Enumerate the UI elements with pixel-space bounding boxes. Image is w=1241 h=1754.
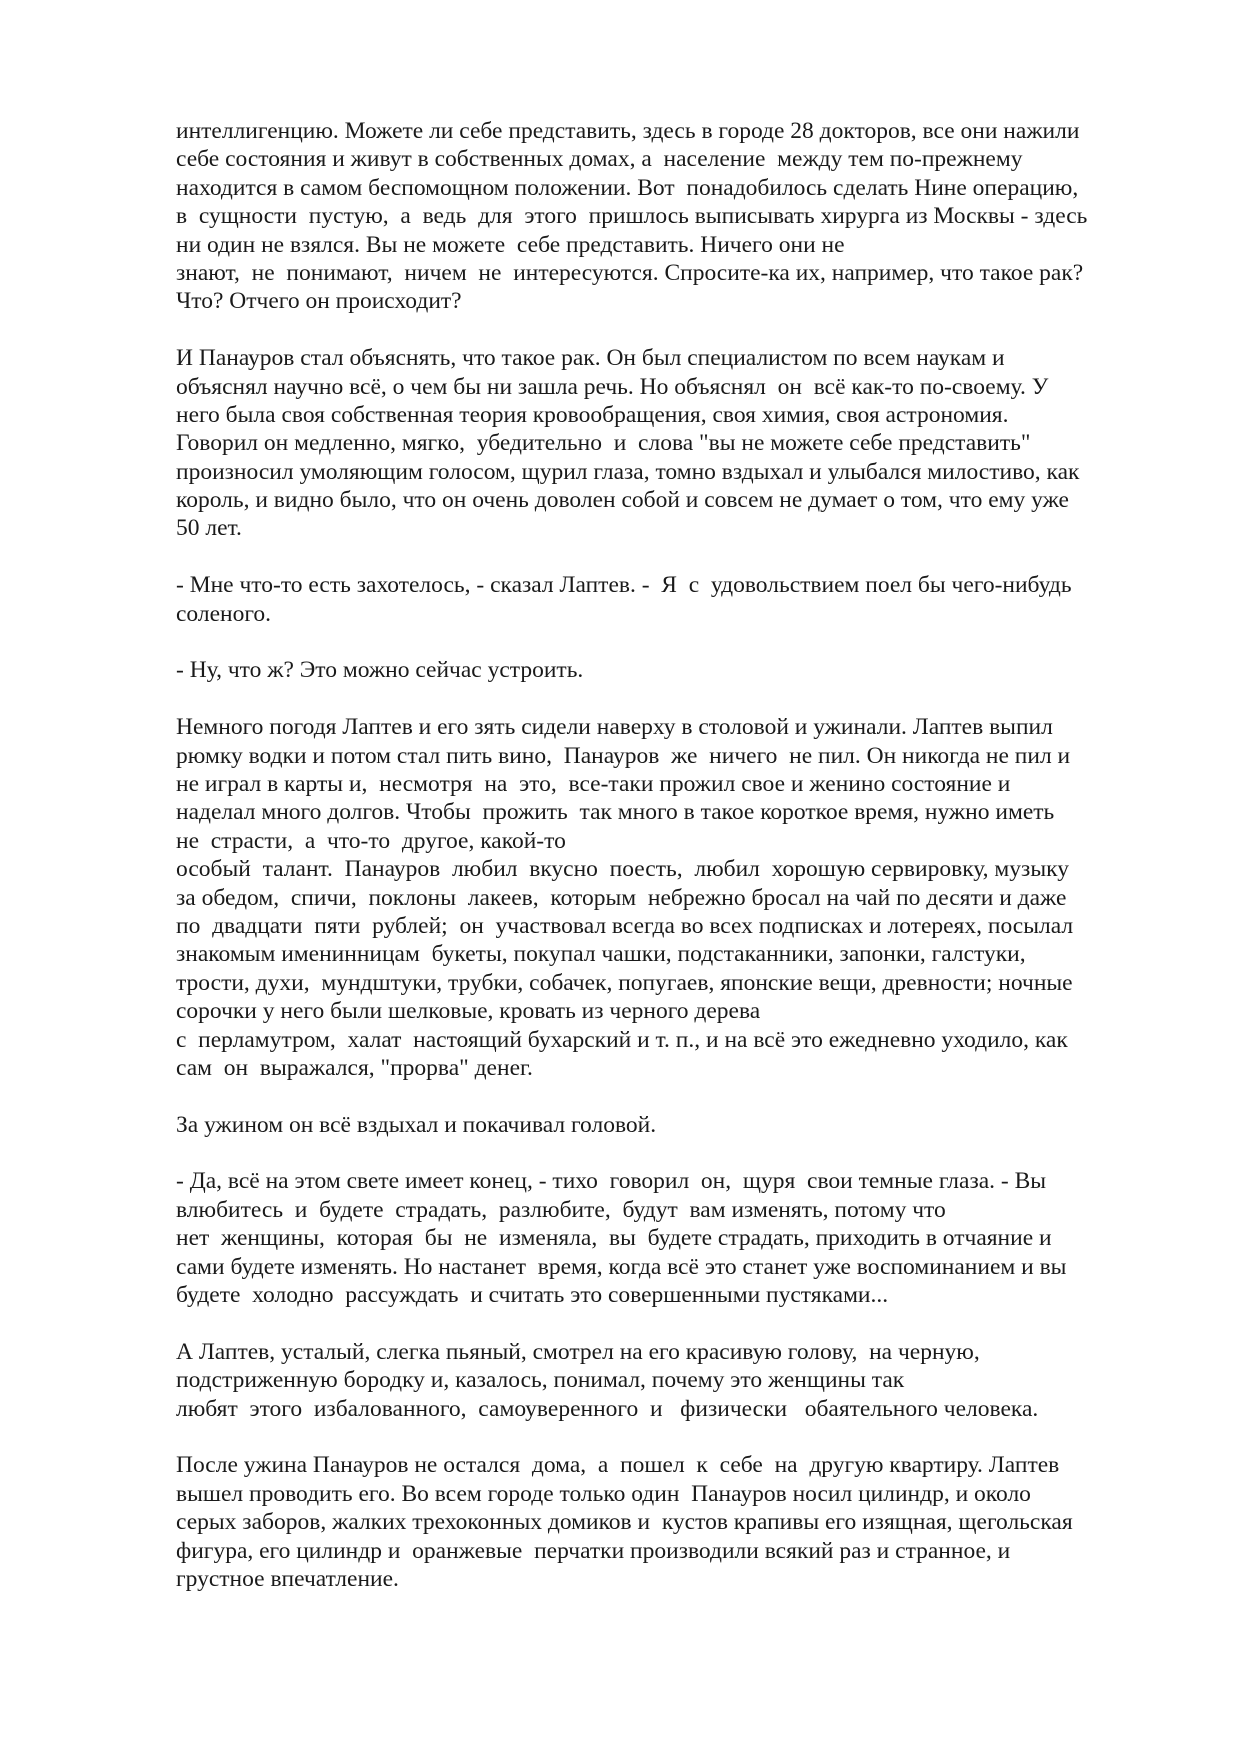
text-line: фигура, его цилиндр и оранжевые перчатки производили всякий раз и странное, и <box>176 1537 1011 1564</box>
text-line: соленого. <box>176 600 272 627</box>
text-line: Говорил он медленно, мягко, убедительно и слова "вы не можете себе представить" <box>176 430 1031 457</box>
paragraph <box>176 656 1176 684</box>
paragraph <box>176 713 1176 1082</box>
text-line: грустное впечатление. <box>176 1565 399 1592</box>
text-line: за обедом, спичи, поклоны лакеев, которым небрежно бросал на чай по десяти и даже <box>176 884 1067 911</box>
document-body <box>176 117 1176 1622</box>
text-line: интеллигенцию. Можете ли себе представить, здесь в городе 28 докторов, все они нажили <box>176 118 1080 144</box>
text-line: - Да, всё на этом свете имеет конец, - тихо говорил он, щуря свои темные глаза. - Вы <box>176 1168 1047 1195</box>
text-line: находится в самом беспомощном положении. Вот понадобилось сделать Нине операцию, <box>176 174 1079 201</box>
text-line: серых заборов, жалких трехоконных домиков и кустов крапивы его изящная, щегольская <box>176 1509 1073 1536</box>
text-line: сами будете изменять. Но настанет время, когда всё это станет уже воспоминанием и вы <box>176 1253 1067 1280</box>
text-line: трости, духи, мундштуки, трубки, собачек, попугаев, японские вещи, древности; ночные <box>176 969 1073 996</box>
paragraph <box>176 1111 1176 1139</box>
text-line: вышел проводить его. Во всем городе только один Панауров носил цилиндр, и около <box>176 1480 1031 1507</box>
paragraph <box>176 1167 1176 1309</box>
text-line: с перламутром, халат настоящий бухарский и т. п., и на всё это ежедневно уходило, как <box>176 1026 1068 1053</box>
text-line: не играл в карты и, несмотря на это, все-таки прожил свое и женино состояние и <box>176 770 1011 797</box>
text-line: влюбитесь и будете страдать, разлюбите, будут вам изменять, потому что <box>176 1196 946 1223</box>
text-line: него была своя собственная теория кровообращения, своя химия, своя астрономия. <box>176 401 1009 428</box>
text-line: А Лаптев, усталый, слегка пьяный, смотрел на его красивую голову, на черную, <box>176 1338 980 1365</box>
text-line: За ужином он всё вздыхал и покачивал головой. <box>176 1111 657 1138</box>
text-line: знакомым именинницам букеты, покупал чашки, подстаканники, запонки, галстуки, <box>176 941 1026 968</box>
paragraph <box>176 1451 1176 1593</box>
text-line: произносил умоляющим голосом, щурил глаза, томно вздыхал и улыбался милостиво, как <box>176 458 1080 485</box>
text-line: И Панауров стал объяснять, что такое рак. Он был специалистом по всем наукам и <box>176 345 1005 372</box>
paragraph <box>176 344 1176 543</box>
text-line: будете холодно рассуждать и считать это совершенными пустяками... <box>176 1282 889 1309</box>
text-line: Что? Отчего он происходит? <box>176 288 462 315</box>
text-line: любят этого избалованного, самоуверенного и физически обаятельного человека. <box>176 1395 1039 1422</box>
text-line: После ужина Панауров не остался дома, а пошел к себе на другую квартиру. Лаптев <box>176 1452 1060 1479</box>
text-line: не страсти, а что-то другое, какой-то <box>176 827 566 854</box>
text-line: по двадцати пяти рублей; он участвовал всегда во всех подписках и лотереях, посылал <box>176 912 1074 939</box>
text-line: сам он выражался, "прорва" денег. <box>176 1054 533 1081</box>
text-line: король, и видно было, что он очень доволен собой и совсем не думает о том, что ему уже <box>176 487 1069 514</box>
paragraph <box>176 1338 1176 1423</box>
text-line: подстриженную бородку и, казалось, понимал, почему это женщины так <box>176 1367 905 1394</box>
text-line: Немного погодя Лаптев и его зять сидели наверху в столовой и ужинали. Лаптев выпил <box>176 714 1053 741</box>
text-line: наделал много долгов. Чтобы прожить так много в такое короткое время, нужно иметь <box>176 799 1055 826</box>
text-line: - Мне что-то есть захотелось, - сказал Лаптев. - Я с удовольствием поел бы чего-нибудь <box>176 572 1072 599</box>
text-line: в сущности пустую, а ведь для этого пришлось выписывать хирурга из Москвы - здесь <box>176 203 1088 230</box>
text-line: себе состояния и живут в собственных домах, а население между тем по-прежнему <box>176 146 1023 173</box>
paragraph <box>176 117 1176 316</box>
text-line: особый талант. Панауров любил вкусно поесть, любил хорошую сервировку, музыку <box>176 856 1069 883</box>
text-line: ни один не взялся. Вы не можете себе представить. Ничего они не <box>176 231 845 258</box>
paragraph <box>176 571 1176 628</box>
text-line: объяснял научно всё, о чем бы ни зашла речь. Но объяснял он всё как-то по-своему. У <box>176 373 1049 400</box>
text-line: нет женщины, которая бы не изменяла, вы будете страдать, приходить в отчаяние и <box>176 1225 1052 1252</box>
text-line: - Ну, что ж? Это можно сейчас устроить. <box>176 657 584 684</box>
text-line: сорочки у него были шелковые, кровать из черного дерева <box>176 998 761 1025</box>
text-line: 50 лет. <box>176 515 242 542</box>
text-line: знают, не понимают, ничем не интересуются. Спросите-ка их, например, что такое рак? <box>176 259 1084 286</box>
text-line: рюмку водки и потом стал пить вино, Панауров же ничего не пил. Он никогда не пил и <box>176 742 1071 769</box>
